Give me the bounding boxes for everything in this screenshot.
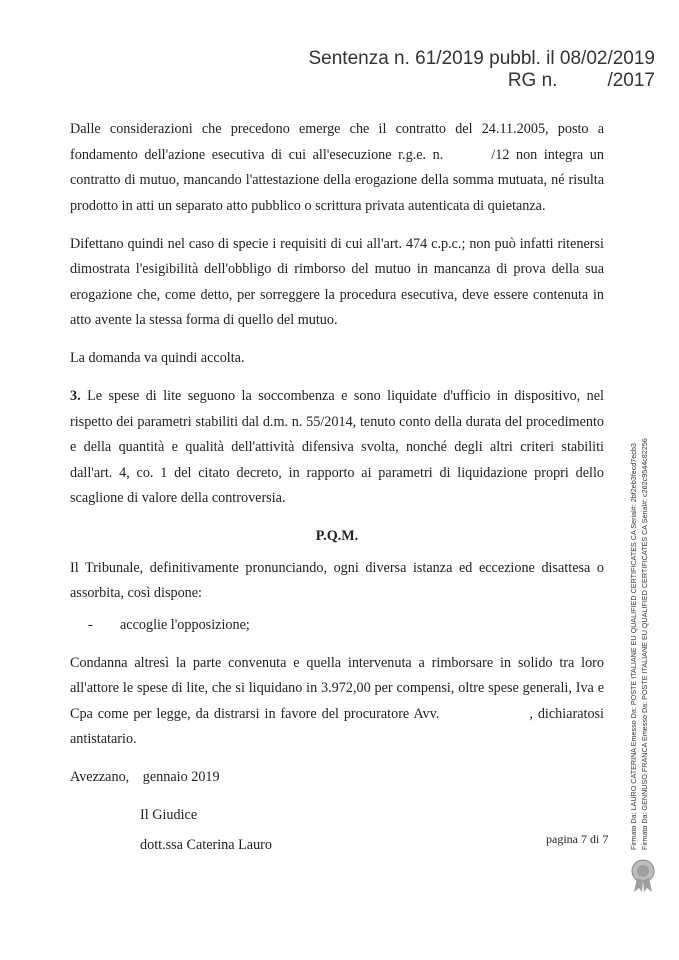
document-body [70, 117, 604, 871]
digital-signature-strip [628, 420, 664, 850]
list-item-text: accoglie l'opposizione; [120, 617, 250, 633]
paragraph-2: Difettano quindi nel caso di specie i requisiti di cui all'art. 474 c.p.c.; non può infatti ritenersi dimostrata l'esigibilità dell'obbligo di rimborso del mutuo in mancanza di prova della sua erogazione che, come detto, per sorreggere la procedura esecutiva, deve essere contenuta in atto avente la stessa forma di quello del mutuo. [70, 235, 604, 328]
list-dash: - [88, 617, 93, 633]
judge-name: dott.ssa Caterina Lauro [140, 836, 272, 853]
paragraph-4: 3. Le spese di lite seguono la soccombenza e sono liquidate d'ufficio in dispositivo, nel rispetto dei parametri stabiliti dal d.m. n. 55/2014, tenuto conto della durata del procedimento e della quantità e qualità dell'attività difensiva svolta, nonché degli altri criteri stabiliti dall'art. 4, co. 1 del citato decreto, in rapporto ai parametri di liquidazione propri dello scaglione di valore della controversia. [70, 388, 604, 506]
paragraph-5: Il Tribunale, definitivamente pronunciando, ogni diversa istanza ed eccezione disattesa o assorbita, così dispone: [70, 559, 604, 601]
rg-prefix: RG n. [507, 70, 558, 91]
seal-icon [628, 858, 658, 894]
date: gennaio 2019 [142, 769, 220, 785]
paragraph-1: Dalle considerazioni che precedono emerge che il contratto del 24.11.2005, posto a fondamento dell'azione esecutiva di cui all'esecuzione r.g.e. n. /12 non integra un contratto di mutuo, mancando l'attestazione della erogazione della somma mutuata, né risulta prodotto in atti un separato atto pubblico o scrittura privata autenticata di quietanza. [70, 121, 604, 214]
judge-title: Il Giudice [140, 807, 198, 823]
list-item [70, 613, 604, 639]
signature-line-2: Firmato Da: GENNUSO FRANCA Emesso Da: POSTE ITALIANE EU QUALIFIED CERTIFICATES CA Serial#: c262c9544c82256 [640, 438, 649, 850]
place-date [70, 765, 604, 791]
paragraph-3: La domanda va quindi accolta. [70, 350, 245, 366]
paragraph-6: Condanna altresì la parte convenuta e quella intervenuta a rimborsare in solido tra loro all'attore le spese di lite, che si liquidano in 3.972,00 per compensi, oltre spese generali, Iva e Cpa come per legge, da distrarsi in favore del procuratore Avv. , dichiaratosi antistatario. [70, 654, 605, 747]
rg-suffix: /2017 [607, 70, 655, 91]
place: Avezzano, [70, 769, 130, 785]
sentence-number: Sentenza n. 61/2019 pubbl. il 08/02/2019 [308, 48, 655, 69]
document-header [308, 48, 655, 92]
page-number: pagina 7 di 7 [546, 832, 609, 846]
rg-number [308, 70, 655, 92]
section-number: 3. [70, 388, 81, 404]
pqm-heading: P.Q.M. [315, 528, 359, 544]
signature-line-1: Firmato Da: LAURO CATERINA Emesso Da: POSTE ITALIANE EU QUALIFIED CERTIFICATES CA Serial#: 2bf2eb3fecd7ecb3 [629, 443, 638, 850]
